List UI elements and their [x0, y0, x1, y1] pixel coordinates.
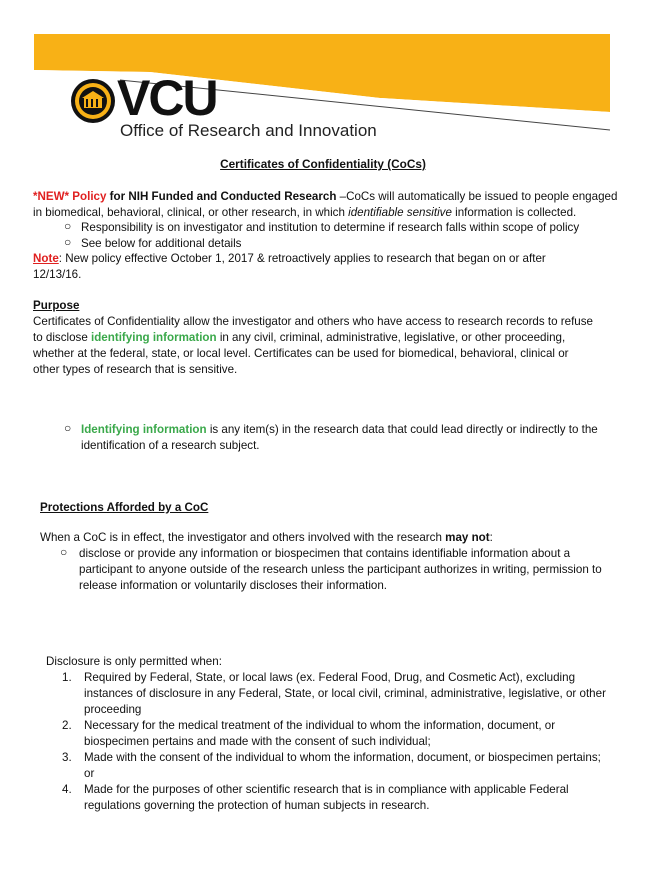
note-paragraph [33, 251, 633, 283]
purpose-line-3: whether at the federal, state, or local level. Certificates can be used for biomedical, behavioral, clinical or [33, 347, 569, 360]
definition-term: Identifying information [81, 423, 207, 436]
list-line: Required by Federal, State, or local laws (ex. Federal Food, Drug, and Cosmetic Act), excluding [84, 671, 576, 684]
bullet-icon: ○ [64, 219, 72, 233]
policy-bullet-2: See below for additional details [81, 237, 242, 250]
new-policy-tag: *NEW* Policy [33, 190, 107, 203]
list-number: 3. [62, 751, 72, 764]
policy-bullet-1: Responsibility is on investigator and institution to determine if research falls within scope of policy [81, 221, 580, 234]
list-line: Necessary for the medical treatment of the individual to whom the information, document, or [84, 719, 556, 732]
bullet-icon: ○ [64, 235, 72, 249]
document-title: Certificates of Confidentiality (CoCs) [220, 157, 426, 171]
purpose-heading: Purpose [33, 299, 80, 312]
list-number: 4. [62, 783, 72, 796]
purpose-paragraph [33, 314, 633, 378]
definition-paragraph [81, 422, 626, 454]
purpose-line-1: Certificates of Confidentiality allow the investigator and others who have access to research records to refuse [33, 315, 594, 328]
list-number: 1. [62, 671, 72, 684]
bullet-icon: ○ [60, 545, 68, 559]
list-line: regulations governing the protection of human subjects in research. [84, 799, 430, 812]
list-line: Made for the purposes of other scientific research that is in compliance with applicable Federal [84, 783, 569, 796]
purpose-line-4: other types of research that is sensitive. [33, 363, 238, 376]
list-item [62, 670, 632, 718]
list-line: biospecimen pertains and made with the consent of such individual; [84, 735, 431, 748]
list-line: proceeding [84, 703, 142, 716]
list-item [62, 750, 632, 782]
protections-intro-a: When a CoC is in effect, the investigator and others involved with the research [40, 531, 446, 544]
definition-text-1: is any item(s) in the research data that could lead directly or indirectly to the [206, 423, 598, 436]
list-item [62, 718, 632, 750]
purpose-line-2a: to disclose [33, 331, 91, 344]
protections-intro [40, 530, 493, 546]
list-line: or [84, 767, 95, 780]
office-name: Office of Research and Innovation [120, 121, 377, 140]
policy-text-1: –CoCs will automatically be issued to people engaged [336, 190, 618, 203]
protections-intro-c: : [489, 531, 493, 544]
disclosure-list [62, 670, 632, 814]
note-text-2: 12/13/16. [33, 268, 82, 281]
policy-lead: for NIH Funded and Conducted Research [106, 190, 337, 203]
policy-text-2b: identifiable sensitive [348, 206, 452, 219]
list-item [62, 782, 632, 814]
vcu-wordmark: VCU [117, 70, 217, 126]
list-line: Made with the consent of the individual to whom the information, document, or biospecimen pertains; [84, 751, 601, 764]
identifying-information-highlight: identifying information [91, 331, 217, 344]
disclosure-intro: Disclosure is only permitted when: [46, 655, 222, 668]
protections-bullet-line-2: participant to anyone outside of the research unless the participant authorizes in writing, permission to [79, 563, 602, 576]
note-label: Note [33, 252, 59, 265]
note-text-1: : New policy effective October 1, 2017 & retroactively applies to research that began on or after [58, 252, 546, 265]
vcu-seal-logo [70, 78, 116, 124]
protections-bullet [79, 546, 629, 594]
list-line: instances of disclosure in any Federal, State, or local civil, criminal, administrative, legislative, or other [84, 687, 606, 700]
list-number: 2. [62, 719, 72, 732]
policy-text-2c: information is collected. [451, 206, 577, 219]
protections-bullet-line-1: disclose or provide any information or biospecimen that contains identifiable information about a [79, 547, 571, 560]
policy-text-2a: in biomedical, behavioral, clinical, or other research, in which [33, 206, 349, 219]
definition-text-2: identification of a research subject. [81, 439, 260, 452]
protections-heading: Protections Afforded by a CoC [40, 501, 209, 514]
policy-paragraph [33, 189, 633, 221]
purpose-line-2c: in any civil, criminal, administrative, legislative, or other proceeding, [216, 331, 566, 344]
protections-bullet-line-3: release information or voluntarily discloses their information. [79, 579, 388, 592]
may-not-emphasis: may not [445, 531, 490, 544]
bullet-icon: ○ [64, 421, 72, 435]
